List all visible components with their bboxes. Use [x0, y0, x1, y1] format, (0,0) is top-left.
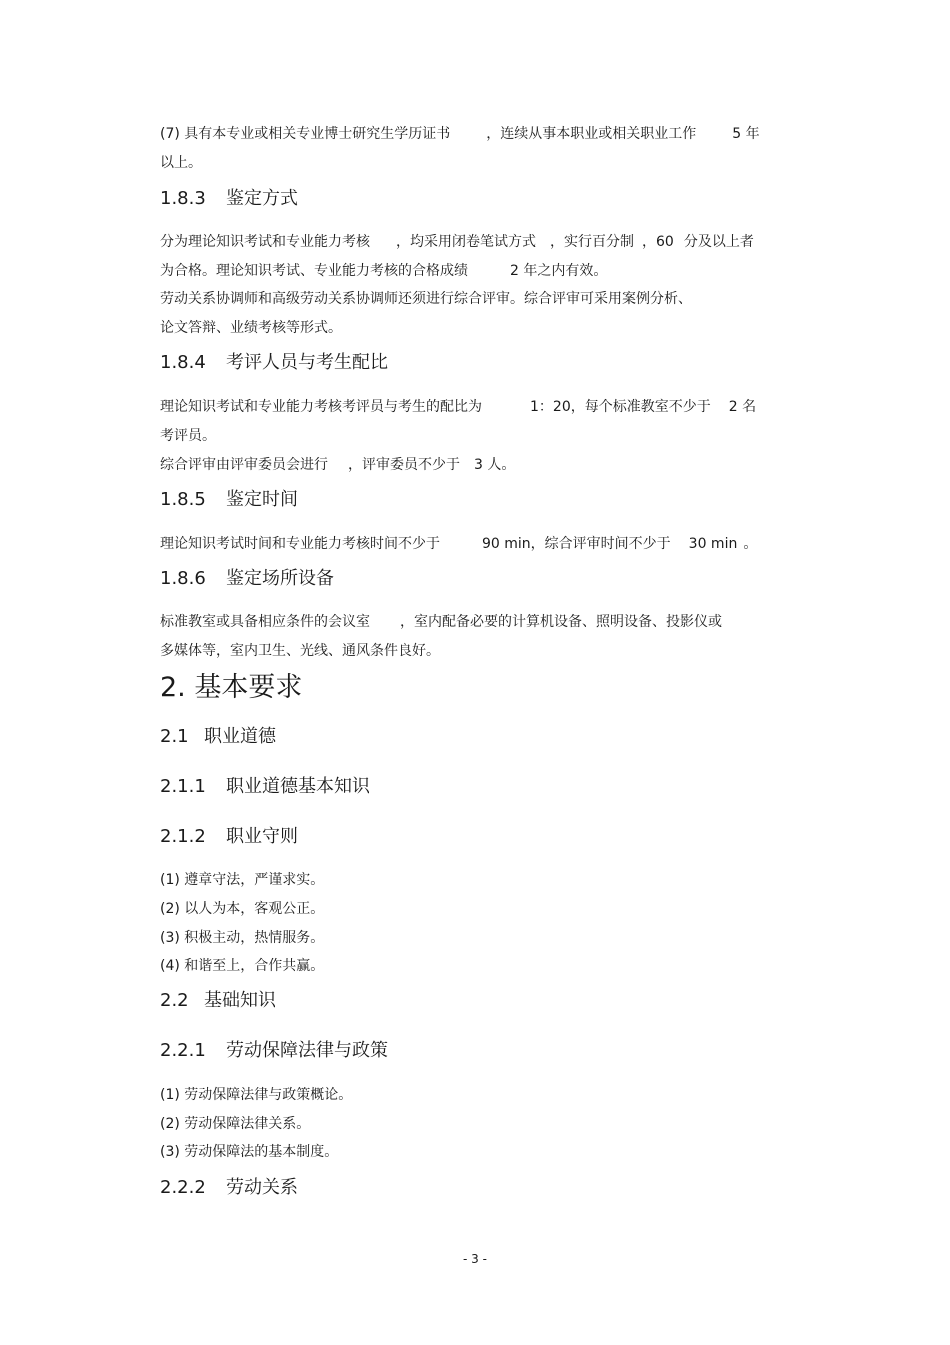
paragraph-line: 多媒体等，室内卫生、光线、通风条件良好。 — [160, 643, 440, 659]
paragraph-line: 标准教室或具备相应条件的会议室 ，室内配备必要的计算机设备、照明设备、投影仪或 — [160, 614, 722, 630]
chapter-heading: 2. 基本要求 — [160, 672, 303, 703]
section-heading-2-2-2: 2.2.2 劳动关系 — [160, 1177, 298, 1198]
paragraph-line: 综合评审由评审委员会进行 ，评审委员不少于 3 人。 — [160, 457, 516, 473]
section-heading-1-8-3: 1.8.3 鉴定方式 — [160, 188, 298, 209]
paragraph-line: 劳动关系协调师和高级劳动关系协调师还须进行综合评审。综合评审可采用案例分析、 — [160, 291, 692, 307]
section-heading-1-8-6: 1.8.6 鉴定场所设备 — [160, 568, 334, 589]
list-item: (3) 积极主动，热情服务。 — [160, 930, 325, 946]
list-item: (1) 劳动保障法律与政策概论。 — [160, 1087, 353, 1103]
list-item: (2) 劳动保障法律关系。 — [160, 1116, 311, 1132]
list-item: (3) 劳动保障法的基本制度。 — [160, 1144, 339, 1160]
list-item: (1) 遵章守法，严谨求实。 — [160, 872, 325, 888]
paragraph-line: 以上。 — [160, 155, 202, 171]
section-heading-2-2: 2.2 基础知识 — [160, 990, 276, 1011]
section-heading-2-1-2: 2.1.2 职业守则 — [160, 826, 298, 847]
page-number: - 3 - — [463, 1252, 487, 1266]
section-heading-1-8-5: 1.8.5 鉴定时间 — [160, 489, 298, 510]
paragraph-line: 为合格。理论知识考试、专业能力考核的合格成绩 2 年之内有效。 — [160, 263, 608, 279]
section-heading-1-8-4: 1.8.4 考评人员与考生配比 — [160, 352, 388, 373]
paragraph-line: 理论知识考试和专业能力考核考评员与考生的配比为 1：20，每个标准教室不少于 2 名 — [160, 399, 757, 415]
section-heading-2-1-1: 2.1.1 职业道德基本知识 — [160, 776, 370, 797]
section-heading-2-2-1: 2.2.1 劳动保障法律与政策 — [160, 1040, 388, 1061]
paragraph-line: 论文答辩、业绩考核等形式。 — [160, 320, 342, 336]
list-item: (2) 以人为本，客观公正。 — [160, 901, 325, 917]
paragraph-line: 理论知识考试时间和专业能力考核时间不少于 90 min，综合评审时间不少于 30 min 。 — [160, 536, 758, 552]
paragraph-line: 分为理论知识考试和专业能力考核 ，均采用闭卷笔试方式 ，实行百分制 ，60 分及以上者 — [160, 234, 754, 250]
section-heading-2-1: 2.1 职业道德 — [160, 726, 276, 747]
paragraph-line: (7) 具有本专业或相关专业博士研究生学历证书 ，连续从事本职业或相关职业工作 5 年 — [160, 126, 760, 142]
paragraph-line: 考评员。 — [160, 428, 216, 444]
list-item: (4) 和谐至上，合作共赢。 — [160, 958, 325, 974]
